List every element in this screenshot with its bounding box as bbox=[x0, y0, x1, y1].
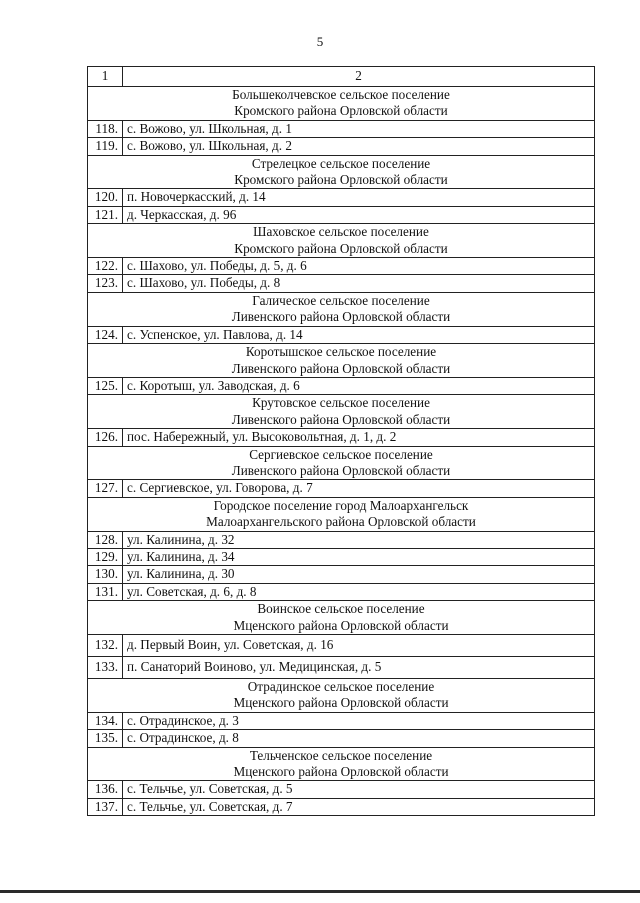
settlement-name bbox=[88, 224, 595, 258]
address: пос. Набережный, ул. Высоковольтная, д. 1, д. 2 bbox=[123, 429, 595, 446]
table-row bbox=[88, 377, 595, 394]
row-number: 127. bbox=[88, 480, 123, 497]
table-row bbox=[88, 206, 595, 223]
row-number: 124. bbox=[88, 326, 123, 343]
settlement-name-line: Галическое сельское поселение bbox=[252, 292, 430, 308]
section-header-row bbox=[88, 292, 595, 326]
row-number: 121. bbox=[88, 206, 123, 223]
settlement-name-line: Ливенского района Орловской области bbox=[231, 360, 451, 376]
settlement-name-line: Ливенского района Орловской области bbox=[231, 462, 451, 478]
section-header-row bbox=[88, 446, 595, 480]
table-row bbox=[88, 566, 595, 583]
address: с. Тельчье, ул. Советская, д. 7 bbox=[123, 798, 595, 815]
table-row bbox=[88, 189, 595, 206]
settlement-name-line: Отрадинское сельское поселение bbox=[247, 679, 435, 694]
settlement-name bbox=[88, 747, 595, 781]
table-row bbox=[88, 531, 595, 548]
settlement-name-line: Ливенского района Орловской области bbox=[231, 309, 451, 325]
row-number: 126. bbox=[88, 429, 123, 446]
settlement-name-line: Коротышское сельское поселение bbox=[245, 344, 437, 360]
row-number: 130. bbox=[88, 566, 123, 583]
address: с. Вожово, ул. Школьная, д. 1 bbox=[123, 120, 595, 137]
settlement-name-line: Мценского района Орловской области bbox=[233, 617, 449, 633]
table-row bbox=[88, 657, 595, 679]
table-row bbox=[88, 635, 595, 657]
settlement-name-line: Шаховское сельское поселение bbox=[253, 224, 429, 240]
row-number: 134. bbox=[88, 712, 123, 729]
table-row bbox=[88, 712, 595, 729]
table-row bbox=[88, 258, 595, 275]
settlement-name-line: Сергиевское сельское поселение bbox=[249, 446, 433, 462]
section-header-row bbox=[88, 224, 595, 258]
address: с. Шахово, ул. Победы, д. 5, д. 6 bbox=[123, 258, 595, 275]
address: с. Тельчье, ул. Советская, д. 5 bbox=[123, 781, 595, 798]
section-header-row bbox=[88, 155, 595, 189]
section-header-row bbox=[88, 747, 595, 781]
settlement-name-line: Большеколчевское сельское поселение bbox=[232, 87, 450, 102]
row-number: 120. bbox=[88, 189, 123, 206]
settlement-name bbox=[88, 87, 595, 121]
settlement-name-line: Крутовское сельское поселение bbox=[252, 395, 430, 411]
address: д. Первый Воин, ул. Советская, д. 16 bbox=[123, 635, 595, 657]
row-number: 131. bbox=[88, 583, 123, 600]
settlement-name-line: Кромского района Орловской области bbox=[234, 172, 448, 188]
section-header-row bbox=[88, 497, 595, 531]
table-row bbox=[88, 120, 595, 137]
table-row bbox=[88, 480, 595, 497]
address: с. Коротыш, ул. Заводская, д. 6 bbox=[123, 377, 595, 394]
settlement-name bbox=[88, 344, 595, 378]
address: с. Вожово, ул. Школьная, д. 2 bbox=[123, 138, 595, 155]
page-number: 5 bbox=[316, 34, 324, 49]
address: п. Санаторий Воиново, ул. Медицинская, д. 5 bbox=[123, 657, 595, 679]
settlement-name bbox=[88, 679, 595, 713]
address: д. Черкасская, д. 96 bbox=[123, 206, 595, 223]
address: с. Отрадинское, д. 3 bbox=[123, 712, 595, 729]
settlement-name-line: Воинское сельское поселение bbox=[257, 601, 425, 617]
table-header-row bbox=[88, 67, 595, 87]
table-row bbox=[88, 138, 595, 155]
address: с. Сергиевское, ул. Говорова, д. 7 bbox=[123, 480, 595, 497]
settlement-name-line: Ливенского района Орловской области bbox=[231, 411, 451, 427]
address: п. Новочеркасский, д. 14 bbox=[123, 189, 595, 206]
section-header-row bbox=[88, 601, 595, 635]
settlement-name bbox=[88, 601, 595, 635]
row-number: 135. bbox=[88, 730, 123, 747]
table-row bbox=[88, 326, 595, 343]
settlement-name bbox=[88, 155, 595, 189]
row-number: 128. bbox=[88, 531, 123, 548]
settlement-name bbox=[88, 446, 595, 480]
settlement-name bbox=[88, 497, 595, 531]
row-number: 136. bbox=[88, 781, 123, 798]
row-number: 119. bbox=[88, 138, 123, 155]
header-col-2: 2 bbox=[123, 67, 595, 87]
settlement-name-line: Мценского района Орловской области bbox=[233, 764, 449, 780]
row-number: 122. bbox=[88, 258, 123, 275]
address: ул. Советская, д. 6, д. 8 bbox=[123, 583, 595, 600]
row-number: 137. bbox=[88, 798, 123, 815]
row-number: 132. bbox=[88, 635, 123, 657]
row-number: 118. bbox=[88, 120, 123, 137]
address: с. Шахово, ул. Победы, д. 8 bbox=[123, 275, 595, 292]
row-number: 125. bbox=[88, 377, 123, 394]
settlement-name-line: Тельченское сельское поселение bbox=[249, 747, 433, 763]
settlement-name bbox=[88, 395, 595, 429]
address: с. Успенское, ул. Павлова, д. 14 bbox=[123, 326, 595, 343]
table-row bbox=[88, 583, 595, 600]
settlement-name-line: Кромского района Орловской области bbox=[234, 103, 448, 119]
settlement-name-line: Кромского района Орловской области bbox=[234, 240, 448, 256]
addresses-table bbox=[87, 66, 595, 816]
table-row bbox=[88, 548, 595, 565]
address: ул. Калинина, д. 32 bbox=[123, 531, 595, 548]
settlement-name-line: Стрелецкое сельское поселение bbox=[251, 155, 431, 171]
section-header-row bbox=[88, 395, 595, 429]
settlement-name-line: Малоархангельского района Орловской области bbox=[206, 514, 476, 530]
section-header-row bbox=[88, 87, 595, 121]
row-number: 133. bbox=[88, 657, 123, 679]
address: ул. Калинина, д. 34 bbox=[123, 548, 595, 565]
section-header-row bbox=[88, 344, 595, 378]
table-row bbox=[88, 429, 595, 446]
scan-bottom-edge bbox=[0, 890, 640, 893]
table-row bbox=[88, 275, 595, 292]
settlement-name-line: Городское поселение город Малоархангельск bbox=[213, 497, 469, 513]
address: с. Отрадинское, д. 8 bbox=[123, 730, 595, 747]
table-row bbox=[88, 781, 595, 798]
table-row bbox=[88, 798, 595, 815]
address: ул. Калинина, д. 30 bbox=[123, 566, 595, 583]
settlement-name-line: Мценского района Орловской области bbox=[233, 695, 449, 711]
table-row bbox=[88, 730, 595, 747]
header-col-1: 1 bbox=[88, 67, 123, 87]
section-header-row bbox=[88, 679, 595, 713]
settlement-name bbox=[88, 292, 595, 326]
row-number: 123. bbox=[88, 275, 123, 292]
row-number: 129. bbox=[88, 548, 123, 565]
